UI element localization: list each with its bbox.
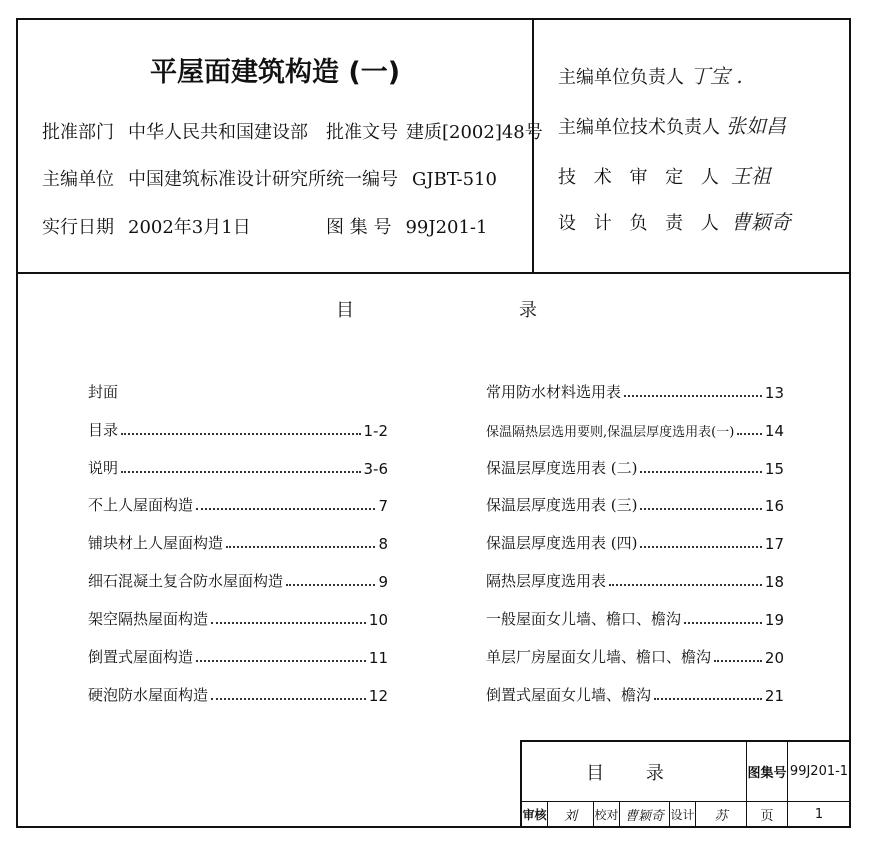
leader-dots (640, 470, 761, 473)
toc-item-page: 15 (764, 460, 784, 478)
leader-dots (640, 507, 761, 510)
toc-item-page: 19 (764, 611, 784, 629)
leader-dots (211, 621, 366, 624)
toc-item[interactable] (486, 531, 784, 553)
review-label: 审核 (522, 802, 548, 828)
responsible-row (558, 206, 791, 235)
toc-item[interactable] (486, 493, 784, 515)
leader-dots (226, 545, 375, 548)
leader-dots (609, 583, 762, 586)
toc-item[interactable] (486, 607, 784, 629)
leader-dots (737, 432, 762, 435)
editor-unit-label: 主编单位 (42, 169, 114, 190)
check-label: 校对 (594, 802, 620, 828)
title-block-atlas-label: 图集号 (747, 742, 788, 802)
toc-item[interactable] (486, 456, 784, 478)
toc-item[interactable] (88, 380, 388, 402)
title-block-atlas-no: 99J201-1 (788, 742, 851, 802)
toc-item[interactable] (486, 683, 784, 705)
header-divider (532, 20, 534, 272)
toc-item[interactable] (486, 569, 784, 591)
editor-unit-value: 中国建筑标准设计研究所 (128, 169, 326, 190)
toc-item-label: 常用防水材料选用表 (486, 383, 622, 401)
toc-item-page: 8 (378, 535, 388, 553)
approval-dept-label: 批准部门 (42, 122, 114, 143)
toc-item[interactable] (88, 645, 388, 667)
approval-doc-value: 建质[2002]48号 (406, 122, 543, 143)
toc-item[interactable] (88, 418, 388, 440)
editor-unit-row (42, 165, 326, 191)
toc-title-part2: 录 (519, 300, 537, 321)
toc-item-label: 封面 (88, 383, 119, 401)
page-label: 页 (747, 802, 788, 828)
design-signature: 苏 (696, 802, 747, 828)
toc-item-label: 倒置式屋面女儿墙、檐沟 (486, 686, 652, 704)
atlas-no-value: 99J201-1 (405, 217, 488, 238)
toc-item[interactable] (88, 607, 388, 629)
toc-item-page: 13 (764, 384, 784, 402)
toc-item-page: 11 (368, 649, 388, 667)
toc-item-page: 21 (764, 687, 784, 705)
leader-dots (121, 470, 360, 473)
unified-no-value: GJBT-510 (412, 169, 497, 190)
toc-item-page: 16 (764, 497, 784, 515)
toc-item-page: 20 (764, 649, 784, 667)
toc-item-page: 12 (368, 687, 388, 705)
effective-date-row (42, 213, 251, 239)
toc-title-part1: 目 (336, 300, 354, 321)
effective-date-label: 实行日期 (42, 217, 114, 238)
responsible-label: 主编单位技术负责人 (558, 117, 720, 138)
responsible-label: 主编单位负责人 (558, 67, 684, 88)
toc-item-label: 细石混凝土复合防水屋面构造 (88, 572, 284, 590)
toc-item[interactable] (88, 683, 388, 705)
responsible-row (558, 110, 786, 139)
effective-date-value: 2002年3月1日 (128, 217, 251, 238)
leader-dots (684, 621, 762, 624)
toc-item-label: 不上人屋面构造 (88, 496, 194, 514)
toc-item[interactable] (88, 493, 388, 515)
page-title: 平屋面建筑构造 (一) (149, 57, 401, 88)
title-block (520, 740, 851, 828)
toc-item-label: 一般屋面女儿墙、檐口、檐沟 (486, 610, 682, 628)
title-block-name: 目 录 (522, 742, 747, 802)
toc-item-page: 14 (764, 422, 784, 440)
leader-dots (640, 545, 761, 548)
toc-item[interactable] (486, 380, 784, 402)
toc-item-label: 隔热层厚度选用表 (486, 572, 607, 590)
atlas-no-row (326, 213, 487, 239)
toc-item[interactable] (88, 569, 388, 591)
signature: 丁宝 . (690, 64, 743, 88)
toc-item[interactable] (88, 531, 388, 553)
toc-item-page: 17 (764, 535, 784, 553)
responsible-row (558, 60, 743, 89)
leader-dots (654, 697, 762, 700)
toc-item-label: 保温层厚度选用表 (三) (486, 496, 638, 514)
approval-doc-label: 批准文号 (326, 122, 398, 143)
page-number: 1 (788, 802, 851, 828)
toc-item-page: 7 (378, 497, 388, 515)
toc-item-label: 单层厂房屋面女儿墙、檐口、檐沟 (486, 648, 712, 666)
responsible-row (558, 160, 771, 189)
toc-item[interactable] (88, 456, 388, 478)
leader-dots (196, 507, 375, 510)
approval-doc-row (326, 118, 543, 144)
signature: 张如昌 (726, 114, 786, 138)
signature: 王祖 (730, 164, 771, 188)
review-signature: 刘 (548, 802, 594, 828)
responsible-label: 设 计 负 责 人 (558, 213, 725, 234)
toc-item-label: 目录 (88, 421, 119, 439)
leader-dots (211, 697, 366, 700)
unified-no-row (326, 165, 497, 191)
toc-item-page: 9 (378, 573, 388, 591)
toc-item[interactable] (486, 645, 784, 667)
toc-item-label: 保温层厚度选用表 (四) (486, 534, 638, 552)
approval-dept-row (42, 118, 308, 144)
toc-item[interactable] (486, 418, 784, 440)
toc-item-label: 铺块材上人屋面构造 (88, 534, 224, 552)
leader-dots (121, 432, 360, 435)
toc-item-label: 保温隔热层选用要则,保温层厚度选用表(一) (486, 425, 735, 440)
toc-item-page: 1-2 (363, 422, 388, 440)
toc-item-label: 倒置式屋面构造 (88, 648, 194, 666)
check-signature: 曹颖奇 (620, 802, 670, 828)
leader-dots (286, 583, 375, 586)
unified-no-label: 统一编号 (326, 169, 398, 190)
leader-dots (624, 394, 762, 397)
toc-item-page: 3-6 (363, 460, 388, 478)
signature: 曹颖奇 (730, 210, 791, 234)
header-panel (18, 20, 849, 274)
approval-dept-value: 中华人民共和国建设部 (128, 122, 308, 143)
design-label: 设计 (670, 802, 696, 828)
leader-dots (196, 659, 366, 662)
toc-item-label: 保温层厚度选用表 (二) (486, 459, 638, 477)
toc-item-page: 10 (368, 611, 388, 629)
atlas-no-label: 图 集 号 (326, 217, 392, 238)
toc-item-label: 说明 (88, 459, 119, 477)
toc-item-label: 架空隔热屋面构造 (88, 610, 209, 628)
leader-dots (714, 659, 762, 662)
toc-item-page: 18 (764, 573, 784, 591)
responsible-label: 技 术 审 定 人 (558, 167, 725, 188)
toc-item-label: 硬泡防水屋面构造 (88, 686, 209, 704)
